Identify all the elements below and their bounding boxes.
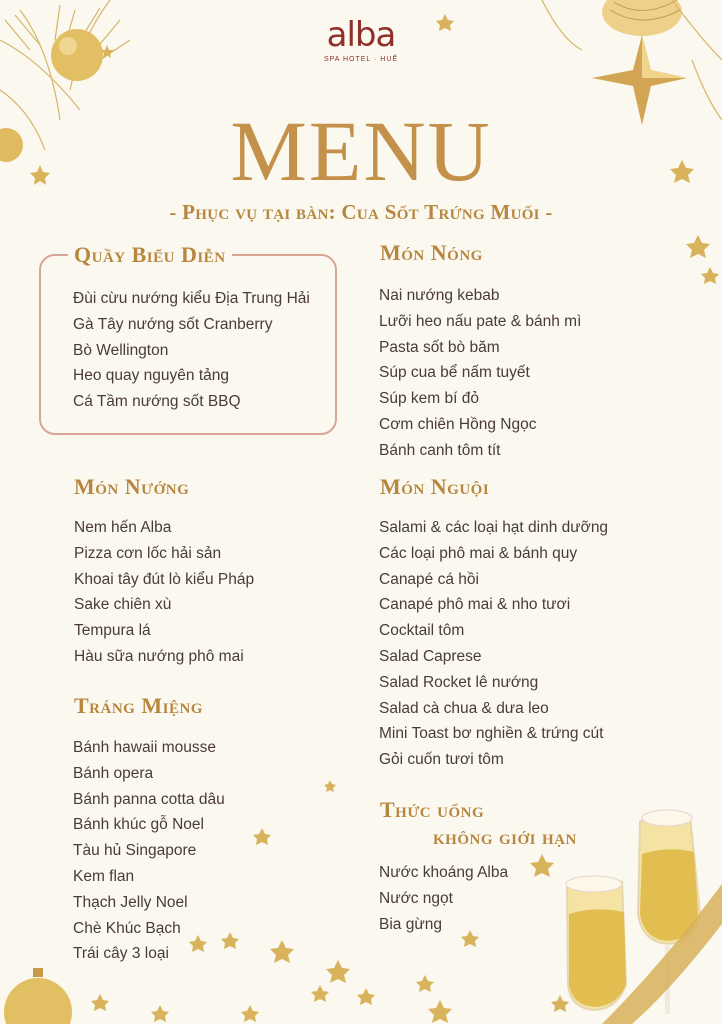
section-title-mon-nuong: Món Nướng (74, 474, 190, 499)
list-item: Bánh opera (73, 764, 154, 782)
list-item: Trái cây 3 loại (73, 945, 169, 963)
list-item: Tempura lá (74, 622, 151, 640)
section-title-thuc-uong-line2: không giới hạn (433, 824, 577, 849)
list-item: Các loại phô mai & bánh quy (379, 544, 578, 562)
list-item: Bò Wellington (73, 341, 169, 359)
brand-tagline: SPA HOTEL · HUẾ (323, 56, 399, 63)
list-item: Salad Caprese (379, 647, 482, 665)
list-item: Nước khoáng Alba (379, 864, 509, 881)
brand-logo (0, 15, 722, 63)
list-mon-nong (379, 283, 581, 464)
list-item: Pasta sốt bò băm (379, 338, 500, 356)
list-item: Cơm chiên Hồng Ngọc (379, 415, 537, 433)
list-item: Salad cà chua & dưa leo (379, 699, 549, 717)
list-thuc-uong (379, 860, 508, 937)
list-item: Sake chiên xù (74, 596, 172, 614)
section-title-trang-mieng: Tráng Miệng (74, 693, 203, 718)
list-item: Tàu hủ Singapore (73, 842, 197, 860)
list-item: Kem flan (73, 867, 135, 885)
list-item: Nem hến Alba (74, 519, 172, 536)
list-item: Thạch Jelly Noel (73, 893, 188, 911)
list-mon-nguoi (379, 515, 608, 773)
list-item: Hàu sữa nướng phô mai (74, 647, 244, 665)
section-title-quay-bieu-dien: Quầy Biểu Diễn (68, 242, 232, 268)
list-item: Cocktail tôm (379, 622, 465, 640)
list-item: Súp kem bí đỏ (379, 390, 479, 408)
list-item: Bia gừng (379, 915, 442, 933)
page-subtitle: - Phục vụ tại bàn: Cua Sốt Trứng Muối - (169, 200, 553, 224)
list-item: Bánh canh tôm tít (379, 441, 501, 459)
list-item: Bánh hawaii mousse (73, 739, 217, 756)
list-item: Mini Toast bơ nghiền & trứng cút (379, 725, 604, 743)
list-item: Súp cua bể nấm tuyết (379, 364, 530, 382)
list-item: Gà Tây nướng sốt Cranberry (73, 315, 273, 333)
list-item: Lưỡi heo nấu pate & bánh mì (379, 312, 582, 330)
star-icon (686, 235, 710, 258)
list-item: Heo quay nguyên tảng (73, 367, 229, 385)
list-trang-mieng (73, 735, 225, 967)
list-mon-nuong (74, 515, 254, 670)
list-item: Salad Rocket lê nướng (379, 673, 539, 691)
brand-name: alba (326, 15, 396, 55)
list-item: Bánh khúc gỗ Noel (73, 816, 204, 834)
list-item: Khoai tây đút lò kiểu Pháp (74, 570, 255, 588)
list-item: Salami & các loại hạt dinh dưỡng (379, 519, 609, 536)
list-item: Pizza cơn lốc hải sản (74, 544, 222, 562)
section-title-mon-nong: Món Nóng (380, 240, 483, 265)
list-item: Chè Khúc Bạch (73, 919, 181, 937)
list-item: Đùi cừu nướng kiểu Địa Trung Hải (73, 290, 310, 307)
section-title-mon-nguoi: Món Nguội (380, 474, 490, 499)
list-quay-bieu-dien (73, 286, 310, 415)
list-item: Bánh panna cotta dâu (73, 790, 225, 808)
page-title: MENU (230, 103, 492, 199)
list-item: Cá Tầm nướng sốt BBQ (73, 393, 241, 411)
list-item: Nước ngọt (379, 889, 453, 907)
list-item: Gỏi cuốn tươi tôm (379, 751, 504, 769)
right-stars-decoration (662, 230, 722, 550)
christmas-ornament-icon (4, 978, 72, 1024)
list-item: Nai nướng kebab (379, 287, 500, 304)
section-title-thuc-uong-line1: Thức uống (380, 797, 485, 822)
list-item: Canapé cá hồi (379, 570, 479, 588)
list-item: Canapé phô mai & nho tươi (379, 596, 571, 614)
